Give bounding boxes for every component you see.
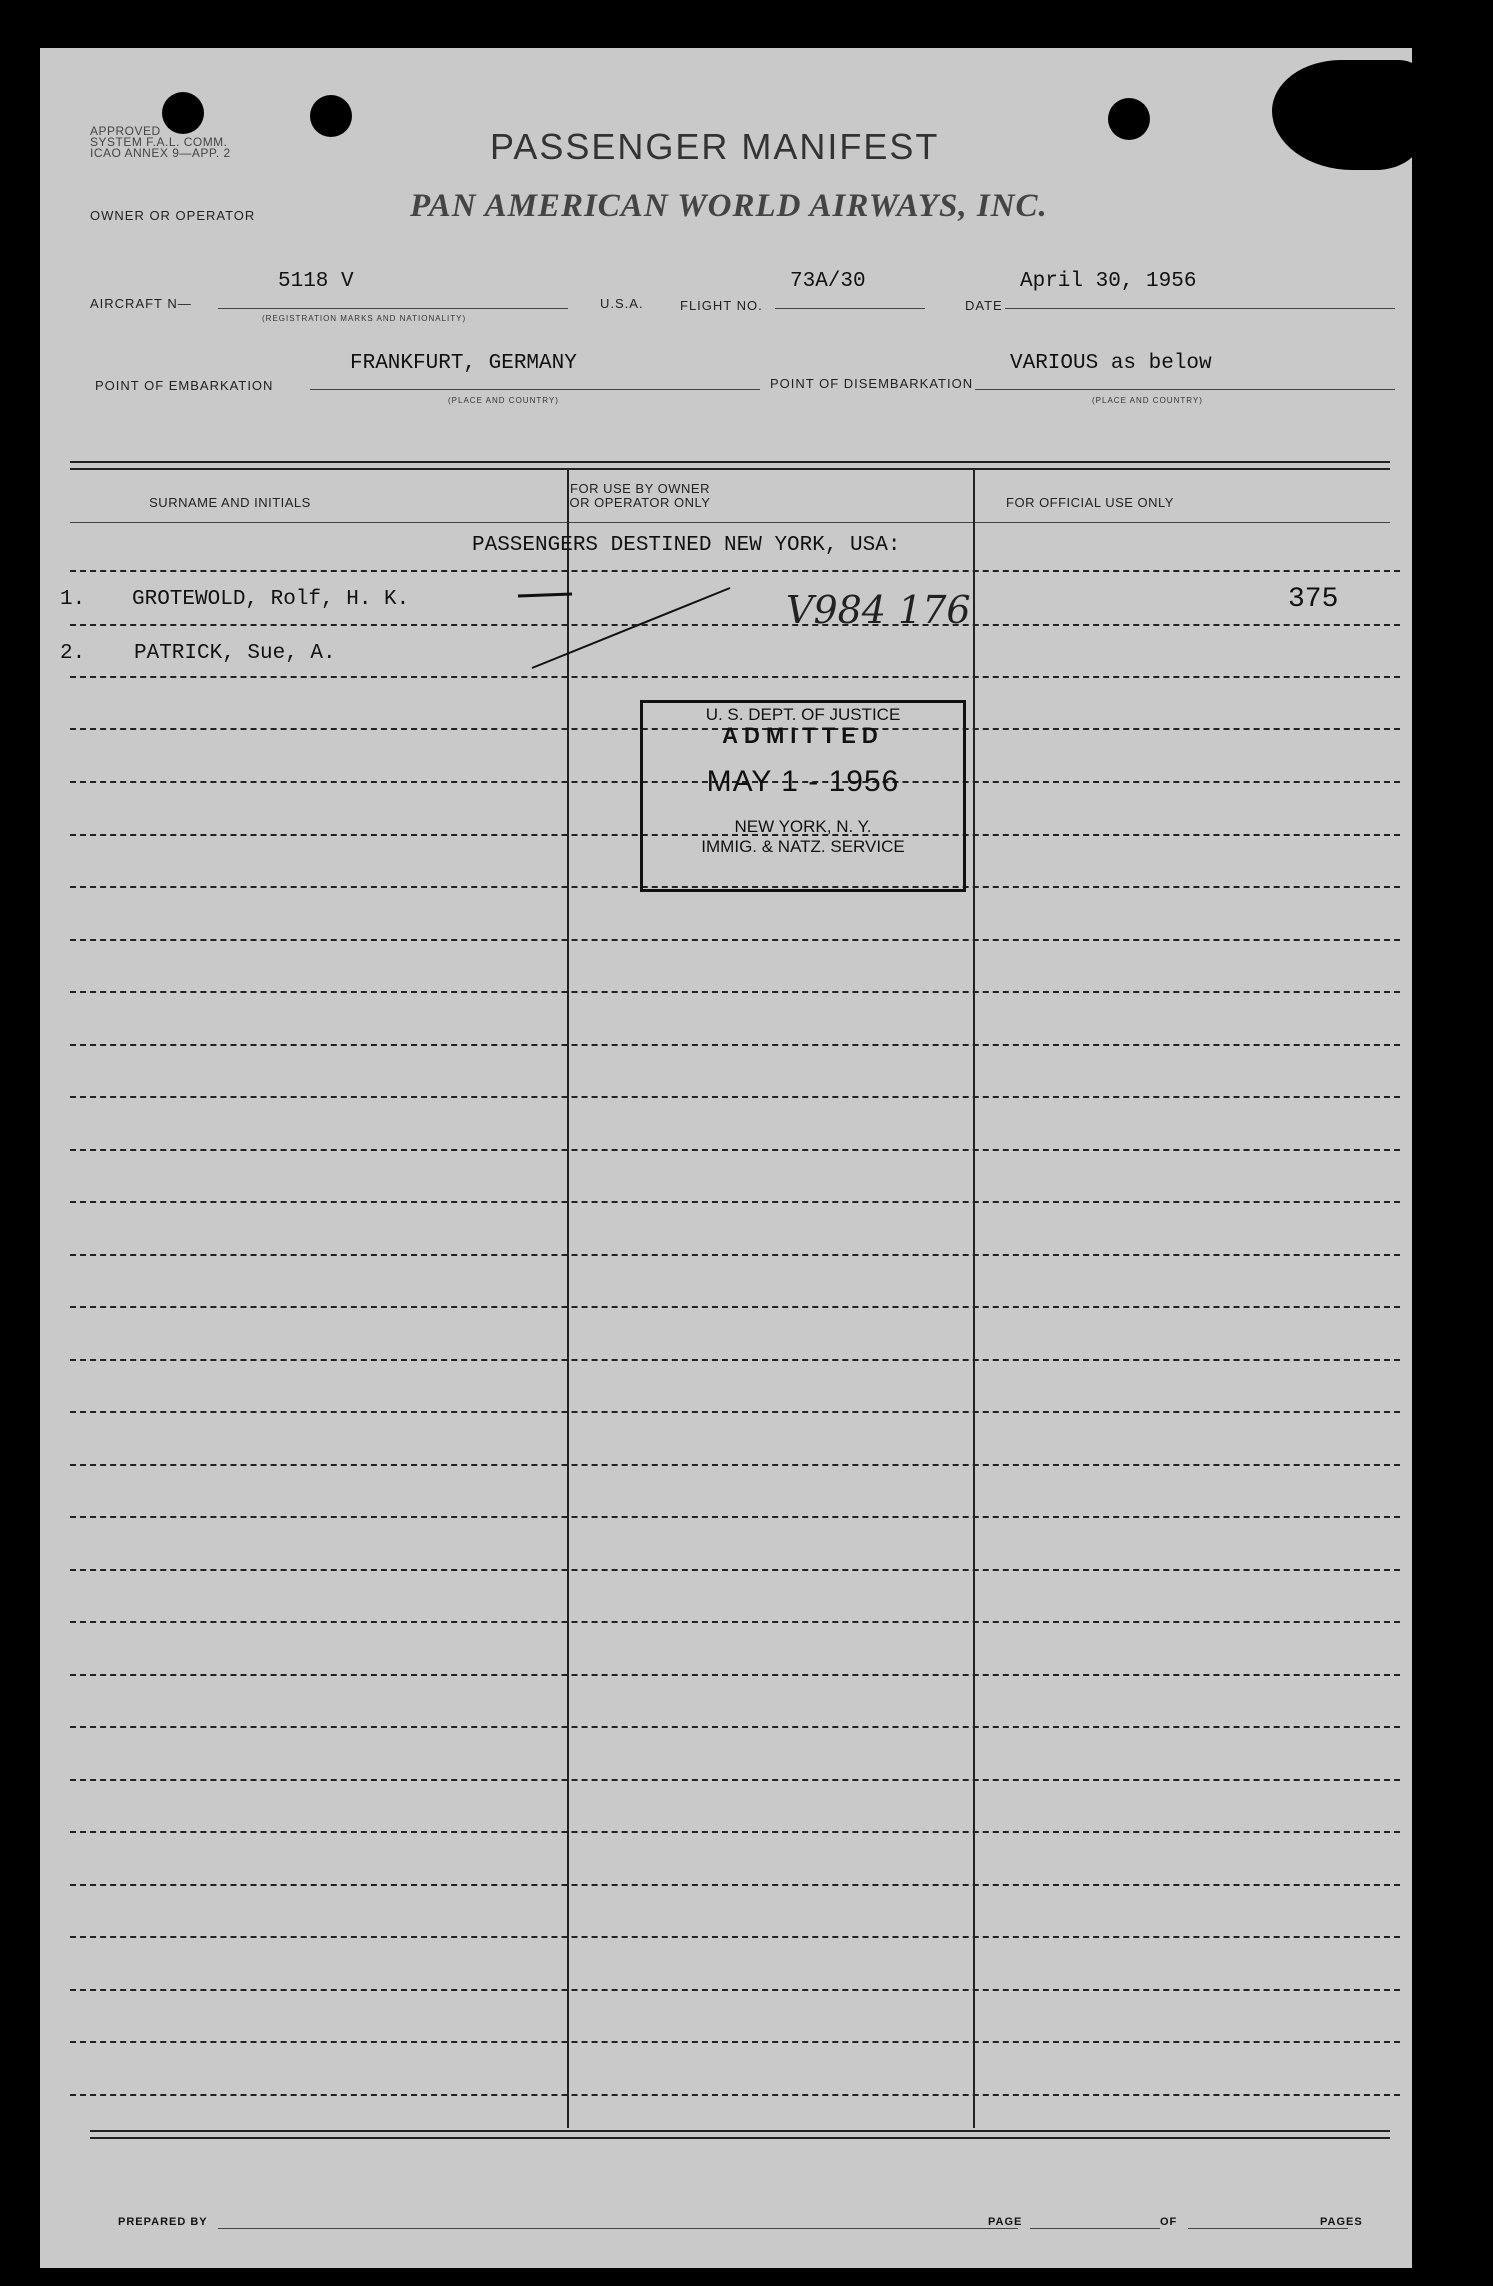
ruled-line [70, 624, 1400, 626]
aircraft-caption: (REGISTRATION MARKS AND NATIONALITY) [262, 314, 467, 323]
column-divider [973, 468, 975, 2128]
column-header-official: FOR OFFICIAL USE ONLY [1006, 495, 1174, 510]
column-header-owner-line: OR OPERATOR ONLY [569, 495, 711, 510]
stamp-agency: U. S. DEPT. OF JUSTICE [705, 705, 901, 724]
date-value: April 30, 1956 [1020, 270, 1197, 293]
ruled-line [70, 2041, 1400, 2043]
ruled-line [70, 1831, 1400, 1833]
ruled-line [70, 1779, 1400, 1781]
stamp-status: ADMITTED [722, 723, 884, 748]
ruled-line [70, 1674, 1400, 1676]
ruled-line [70, 1411, 1400, 1413]
ruled-line [70, 1254, 1400, 1256]
ruled-line [70, 1726, 1400, 1728]
ruled-line [70, 1936, 1400, 1938]
ruled-line [70, 1096, 1400, 1098]
ruled-line [70, 1359, 1400, 1361]
passenger-official-number: 375 [1288, 584, 1339, 615]
ruled-line [70, 1621, 1400, 1623]
embarkation-underline [310, 389, 760, 390]
ruled-line [70, 1884, 1400, 1886]
of-line [1188, 2228, 1348, 2229]
passenger-number: 1. [60, 588, 86, 611]
ruled-line [70, 1201, 1400, 1203]
punch-hole [310, 95, 352, 137]
ruled-line [70, 1464, 1400, 1466]
column-divider [567, 468, 569, 2128]
owner-label: OWNER OR OPERATOR [90, 208, 256, 223]
disembarkation-caption: (PLACE AND COUNTRY) [1092, 396, 1203, 405]
disembarkation-underline [975, 389, 1395, 390]
torn-corner [1272, 60, 1422, 170]
ruled-line [70, 939, 1400, 941]
approval-line: SYSTEM F.A.L. COMM. [90, 135, 228, 149]
ruled-line [70, 1306, 1400, 1308]
embarkation-label: POINT OF EMBARKATION [95, 378, 274, 393]
slash-stroke [532, 588, 730, 668]
ruled-line [70, 1989, 1400, 1991]
embarkation-value: FRANKFURT, GERMANY [350, 352, 577, 375]
passenger-name: GROTEWOLD, Rolf, H. K. [132, 588, 410, 611]
ruled-line [70, 1569, 1400, 1571]
date-label: DATE [965, 298, 1003, 313]
aircraft-label: AIRCRAFT N— [90, 296, 192, 311]
table-bottom-rule [90, 2137, 1390, 2139]
punch-hole [1108, 98, 1150, 140]
page-line [1030, 2228, 1160, 2229]
table-bottom-rule [90, 2130, 1390, 2132]
column-header-surname: SURNAME AND INITIALS [149, 495, 311, 510]
flight-label: FLIGHT NO. [680, 298, 763, 313]
section-heading: PASSENGERS DESTINED NEW YORK, USA: [472, 534, 901, 557]
ruled-line [70, 1149, 1400, 1151]
dash-stroke [518, 594, 572, 596]
passenger-name: PATRICK, Sue, A. [134, 642, 336, 665]
table-top-rule [70, 461, 1390, 463]
passenger-number: 2. [60, 642, 86, 665]
disembarkation-label: POINT OF DISEMBARKATION [770, 376, 974, 391]
flight-value: 73A/30 [790, 270, 866, 293]
usa-label: U.S.A. [600, 296, 644, 311]
ruled-line [70, 570, 1400, 572]
ruled-line [70, 676, 1400, 678]
stamp-location: NEW YORK, N. Y. [734, 817, 872, 836]
page-label: PAGE [988, 2216, 1023, 2228]
column-header-owner [430, 482, 850, 510]
prepared-by-line [218, 2228, 1018, 2229]
stamp-service: IMMIG. & NATZ. SERVICE [701, 837, 905, 856]
ruled-line [70, 1044, 1400, 1046]
approval-line: ICAO ANNEX 9—APP. 2 [90, 146, 231, 160]
aircraft-value: 5118 V [278, 270, 354, 293]
aircraft-underline [218, 308, 568, 309]
ruled-line [70, 1516, 1400, 1518]
stamp-date: MAY 1 - 1956 [706, 765, 900, 798]
manifest-page [40, 48, 1412, 2268]
ruled-line [70, 2094, 1400, 2096]
pages-label: PAGES [1320, 2216, 1363, 2228]
form-title: PASSENGER MANIFEST [490, 126, 940, 167]
date-underline [1005, 308, 1395, 309]
embarkation-caption: (PLACE AND COUNTRY) [448, 396, 559, 405]
ruled-line [70, 991, 1400, 993]
disembarkation-value: VARIOUS as below [1010, 352, 1212, 375]
company-name: PAN AMERICAN WORLD AIRWAYS, INC. [410, 188, 1048, 224]
admission-stamp [640, 700, 966, 892]
flight-underline [775, 308, 925, 309]
prepared-by-label: PREPARED BY [118, 2216, 208, 2228]
table-top-rule [70, 468, 1390, 470]
header-bottom-rule [70, 522, 1390, 523]
approval-note [90, 126, 231, 159]
approval-line: APPROVED [90, 124, 161, 138]
handwritten-note: V984 176 [786, 588, 971, 632]
column-header-owner-line: FOR USE BY OWNER [570, 481, 710, 496]
of-label: OF [1160, 2216, 1178, 2228]
